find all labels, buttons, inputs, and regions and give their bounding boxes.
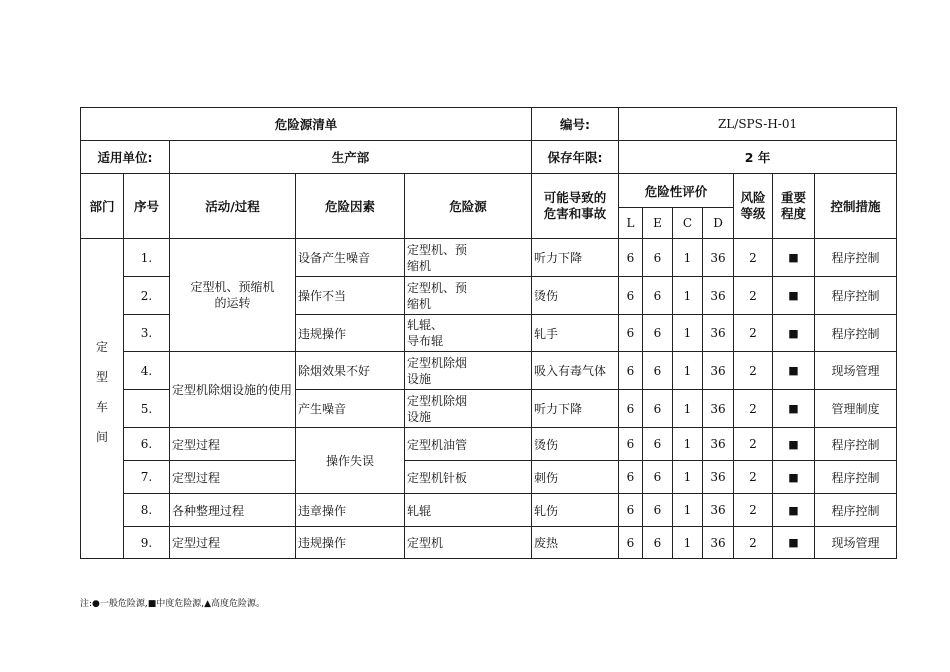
factor-merged: 操作失误 bbox=[296, 428, 405, 494]
table-row bbox=[81, 239, 897, 277]
control-cell: 程序控制 bbox=[815, 277, 897, 315]
L-cell: 6 bbox=[619, 428, 643, 461]
risk-cell: 2 bbox=[734, 315, 773, 352]
risk-cell: 2 bbox=[734, 428, 773, 461]
dept-char: 型 bbox=[95, 370, 108, 384]
retention-value: 2 年 bbox=[619, 141, 897, 174]
source-cell: 轧辊 bbox=[405, 494, 532, 527]
factor-cell: 除烟效果不好 bbox=[296, 352, 405, 390]
importance-cell: ■ bbox=[773, 239, 815, 277]
dept-char: 定 bbox=[95, 340, 108, 354]
D-cell: 36 bbox=[703, 239, 734, 277]
sheet-title: 危险源清单 bbox=[81, 108, 532, 141]
L-cell: 6 bbox=[619, 277, 643, 315]
risk-cell: 2 bbox=[734, 390, 773, 428]
source-line: 定型机、预 bbox=[407, 280, 468, 295]
dept-char: 间 bbox=[95, 430, 108, 444]
control-cell: 程序控制 bbox=[815, 494, 897, 527]
seq-cell: 5. bbox=[124, 390, 170, 428]
factor-cell: 产生噪音 bbox=[296, 390, 405, 428]
col-accident-line1: 可能导致的 bbox=[543, 190, 607, 205]
col-importance-line2: 程度 bbox=[780, 206, 806, 221]
factor-cell: 违规操作 bbox=[296, 527, 405, 559]
accident-cell: 听力下降 bbox=[532, 239, 619, 277]
col-evaluation: 危险性评价 bbox=[619, 174, 734, 208]
E-cell: 6 bbox=[643, 428, 673, 461]
L-cell: 6 bbox=[619, 461, 643, 494]
C-cell: 1 bbox=[673, 315, 703, 352]
column-header-row bbox=[81, 174, 897, 208]
col-importance-line1: 重要 bbox=[780, 190, 806, 205]
accident-cell: 轧手 bbox=[532, 315, 619, 352]
col-accident bbox=[532, 174, 619, 239]
activity-cell: 各种整理过程 bbox=[170, 494, 296, 527]
source-cell bbox=[405, 352, 532, 390]
accident-cell: 烫伤 bbox=[532, 428, 619, 461]
risk-cell: 2 bbox=[734, 277, 773, 315]
code-value: ZL/SPS-H-01 bbox=[619, 108, 897, 141]
E-cell: 6 bbox=[643, 461, 673, 494]
L-cell: 6 bbox=[619, 494, 643, 527]
L-cell: 6 bbox=[619, 315, 643, 352]
department-cell bbox=[81, 239, 124, 559]
control-cell: 现场管理 bbox=[815, 352, 897, 390]
unit-value: 生产部 bbox=[170, 141, 532, 174]
D-cell: 36 bbox=[703, 494, 734, 527]
E-cell: 6 bbox=[643, 315, 673, 352]
control-cell: 现场管理 bbox=[815, 527, 897, 559]
seq-cell: 2. bbox=[124, 277, 170, 315]
activity-line: 定型机、预缩机 bbox=[190, 280, 275, 294]
source-cell: 定型机油管 bbox=[405, 428, 532, 461]
source-line: 设施 bbox=[407, 371, 432, 386]
table-row bbox=[81, 352, 897, 390]
importance-cell: ■ bbox=[773, 428, 815, 461]
col-dept: 部门 bbox=[81, 174, 124, 239]
source-line: 定型机、预 bbox=[407, 242, 468, 257]
source-line: 设施 bbox=[407, 409, 432, 424]
importance-cell: ■ bbox=[773, 461, 815, 494]
col-D: D bbox=[703, 208, 734, 239]
C-cell: 1 bbox=[673, 390, 703, 428]
accident-cell: 废热 bbox=[532, 527, 619, 559]
C-cell: 1 bbox=[673, 428, 703, 461]
seq-cell: 9. bbox=[124, 527, 170, 559]
source-cell bbox=[405, 390, 532, 428]
source-line: 定型机除烟 bbox=[407, 393, 468, 408]
col-risk-line2: 等级 bbox=[740, 206, 766, 221]
seq-cell: 1. bbox=[124, 239, 170, 277]
C-cell: 1 bbox=[673, 277, 703, 315]
factor-cell: 操作不当 bbox=[296, 277, 405, 315]
control-cell: 程序控制 bbox=[815, 461, 897, 494]
source-cell bbox=[405, 239, 532, 277]
table-row bbox=[81, 428, 897, 461]
L-cell: 6 bbox=[619, 239, 643, 277]
col-E: E bbox=[643, 208, 673, 239]
col-risk-line1: 风险 bbox=[740, 190, 766, 205]
activity-cell: 定型过程 bbox=[170, 428, 296, 461]
C-cell: 1 bbox=[673, 461, 703, 494]
table-row bbox=[81, 527, 897, 559]
accident-cell: 烫伤 bbox=[532, 277, 619, 315]
activity-cell: 定型过程 bbox=[170, 461, 296, 494]
E-cell: 6 bbox=[643, 390, 673, 428]
importance-cell: ■ bbox=[773, 277, 815, 315]
source-line: 定型机除烟 bbox=[407, 355, 468, 370]
code-label: 编号: bbox=[532, 108, 619, 141]
seq-cell: 7. bbox=[124, 461, 170, 494]
unit-row bbox=[81, 141, 897, 174]
col-risk bbox=[734, 174, 773, 239]
seq-cell: 6. bbox=[124, 428, 170, 461]
source-cell bbox=[405, 315, 532, 352]
importance-cell: ■ bbox=[773, 352, 815, 390]
activity-group-2: 定型机除烟设施的使用 bbox=[170, 352, 296, 428]
factor-cell: 违章操作 bbox=[296, 494, 405, 527]
L-cell: 6 bbox=[619, 390, 643, 428]
C-cell: 1 bbox=[673, 352, 703, 390]
source-line: 缩机 bbox=[407, 296, 432, 311]
C-cell: 1 bbox=[673, 239, 703, 277]
col-C: C bbox=[673, 208, 703, 239]
source-cell bbox=[405, 277, 532, 315]
table-row bbox=[81, 494, 897, 527]
D-cell: 36 bbox=[703, 461, 734, 494]
D-cell: 36 bbox=[703, 390, 734, 428]
source-cell: 定型机 bbox=[405, 527, 532, 559]
col-seq: 序号 bbox=[124, 174, 170, 239]
source-line: 缩机 bbox=[407, 258, 432, 273]
importance-cell: ■ bbox=[773, 527, 815, 559]
col-activity: 活动/过程 bbox=[170, 174, 296, 239]
retention-label: 保存年限: bbox=[532, 141, 619, 174]
col-accident-line2: 危害和事故 bbox=[543, 206, 607, 221]
source-line: 轧辊、 bbox=[407, 318, 444, 332]
table-row bbox=[81, 461, 897, 494]
col-importance bbox=[773, 174, 815, 239]
C-cell: 1 bbox=[673, 494, 703, 527]
control-cell: 程序控制 bbox=[815, 428, 897, 461]
activity-line: 的运转 bbox=[214, 296, 251, 310]
risk-cell: 2 bbox=[734, 239, 773, 277]
factor-cell: 违规操作 bbox=[296, 315, 405, 352]
seq-cell: 8. bbox=[124, 494, 170, 527]
importance-cell: ■ bbox=[773, 494, 815, 527]
importance-cell: ■ bbox=[773, 315, 815, 352]
D-cell: 36 bbox=[703, 352, 734, 390]
col-source: 危险源 bbox=[405, 174, 532, 239]
E-cell: 6 bbox=[643, 239, 673, 277]
title-row bbox=[81, 108, 897, 141]
D-cell: 36 bbox=[703, 527, 734, 559]
factor-cell: 设备产生噪音 bbox=[296, 239, 405, 277]
seq-cell: 3. bbox=[124, 315, 170, 352]
accident-cell: 刺伤 bbox=[532, 461, 619, 494]
hazard-list-table bbox=[80, 107, 897, 559]
importance-cell: ■ bbox=[773, 390, 815, 428]
col-control: 控制措施 bbox=[815, 174, 897, 239]
control-cell: 管理制度 bbox=[815, 390, 897, 428]
E-cell: 6 bbox=[643, 277, 673, 315]
unit-label: 适用单位: bbox=[81, 141, 170, 174]
col-L: L bbox=[619, 208, 643, 239]
C-cell: 1 bbox=[673, 527, 703, 559]
E-cell: 6 bbox=[643, 527, 673, 559]
footnote: 注:●一般危险源,■中度危险源,▲高度危险源。 bbox=[80, 599, 266, 609]
dept-char: 车 bbox=[95, 400, 108, 414]
L-cell: 6 bbox=[619, 527, 643, 559]
E-cell: 6 bbox=[643, 352, 673, 390]
risk-cell: 2 bbox=[734, 527, 773, 559]
source-line: 导布辊 bbox=[407, 334, 444, 348]
E-cell: 6 bbox=[643, 494, 673, 527]
seq-cell: 4. bbox=[124, 352, 170, 390]
control-cell: 程序控制 bbox=[815, 239, 897, 277]
L-cell: 6 bbox=[619, 352, 643, 390]
D-cell: 36 bbox=[703, 277, 734, 315]
risk-cell: 2 bbox=[734, 494, 773, 527]
accident-cell: 轧伤 bbox=[532, 494, 619, 527]
accident-cell: 吸入有毒气体 bbox=[532, 352, 619, 390]
control-cell: 程序控制 bbox=[815, 315, 897, 352]
col-factor: 危险因素 bbox=[296, 174, 405, 239]
accident-cell: 听力下降 bbox=[532, 390, 619, 428]
risk-cell: 2 bbox=[734, 352, 773, 390]
D-cell: 36 bbox=[703, 428, 734, 461]
risk-cell: 2 bbox=[734, 461, 773, 494]
activity-group-1 bbox=[170, 239, 296, 352]
source-cell: 定型机针板 bbox=[405, 461, 532, 494]
activity-cell: 定型过程 bbox=[170, 527, 296, 559]
D-cell: 36 bbox=[703, 315, 734, 352]
